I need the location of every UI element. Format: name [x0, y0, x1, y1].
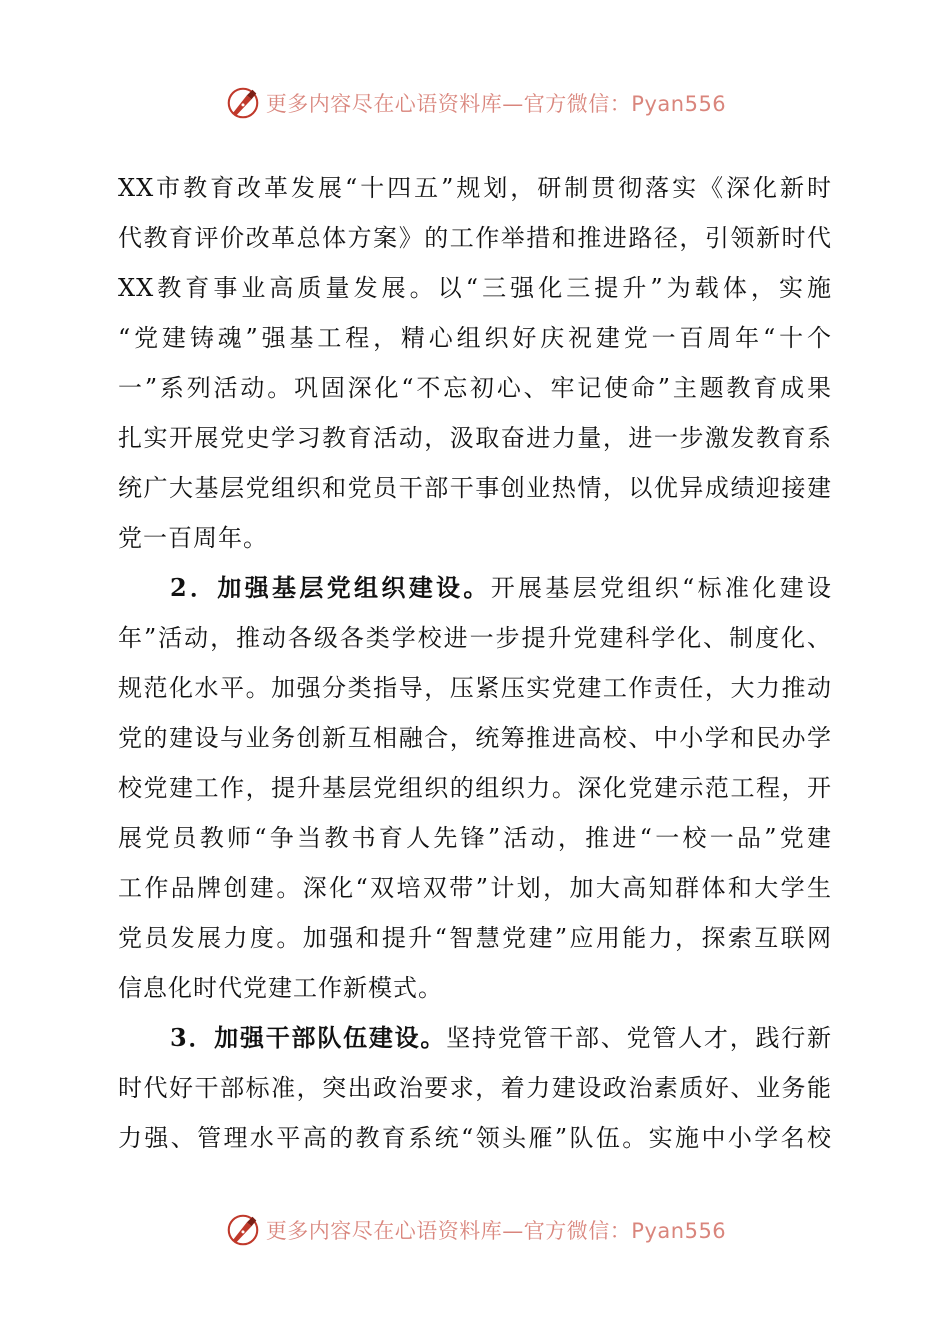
text-line: 校党建工作，提升基层党组织的组织力。深化党建示范工程，开	[118, 774, 832, 802]
text-line: 规范化水平。加强分类指导，压紧压实党建工作责任，大力推动	[118, 674, 832, 702]
text-span: 坚持党管干部、党管人才，践行新	[446, 1024, 832, 1052]
text-line: 党员发展力度。加强和提升“智慧党建”应用能力，探索互联网	[118, 924, 832, 952]
text-line: 时代好干部标准，突出政治要求，着力建设政治素质好、业务能	[118, 1074, 832, 1102]
pen-nib-circle-icon	[224, 84, 262, 122]
text-span: 开展基层党组织“标准化建设	[490, 574, 832, 602]
banner-text: 更多内容尽在心语资料库—官方微信：Pyan556	[265, 92, 727, 116]
header-banner	[0, 83, 950, 123]
text-line: XX教育事业高质量发展。以“三强化三提升”为载体，实施	[118, 274, 832, 302]
text-line: “党建铸魂”强基工程，精心组织好庆祝建党一百周年“十个	[118, 324, 832, 352]
text-line: 力强、管理水平高的教育系统“领头雁”队伍。实施中小学名校	[118, 1124, 832, 1152]
text-line: 扎实开展党史学习教育活动，汲取奋进力量，进一步激发教育系	[118, 424, 832, 452]
text-line: 年”活动，推动各级各类学校进一步提升党建科学化、制度化、	[118, 624, 832, 652]
section-heading: 3．加强干部队伍建设。	[170, 1023, 447, 1052]
text-line: 工作品牌创建。深化“双培双带”计划，加大高知群体和大学生	[118, 874, 832, 902]
paragraph-first-line	[118, 563, 832, 613]
text-line: 一”系列活动。巩固深化“不忘初心、牢记使命”主题教育成果	[118, 374, 832, 402]
text-line: 信息化时代党建工作新模式。	[118, 974, 443, 1002]
document-body	[118, 163, 832, 1163]
text-line: 展党员教师“争当教书育人先锋”活动，推进“一校一品”党建	[118, 824, 832, 852]
footer-banner	[0, 1210, 950, 1250]
text-line: 统广大基层党组织和党员干部干事创业热情，以优异成绩迎接建	[118, 474, 832, 502]
text-line: 党一百周年。	[118, 524, 268, 552]
text-line: 代教育评价改革总体方案》的工作举措和推进路径，引领新时代	[118, 224, 832, 252]
pen-nib-circle-icon	[224, 1211, 262, 1249]
paragraph-first-line	[118, 1013, 832, 1063]
text-line: XX市教育改革发展“十四五”规划，研制贯彻落实《深化新时	[118, 174, 832, 202]
text-line: 党的建设与业务创新互相融合，统筹推进高校、中小学和民办学	[118, 724, 832, 752]
banner-text: 更多内容尽在心语资料库—官方微信：Pyan556	[265, 1219, 727, 1243]
section-heading: 2．加强基层党组织建设。	[170, 573, 491, 602]
